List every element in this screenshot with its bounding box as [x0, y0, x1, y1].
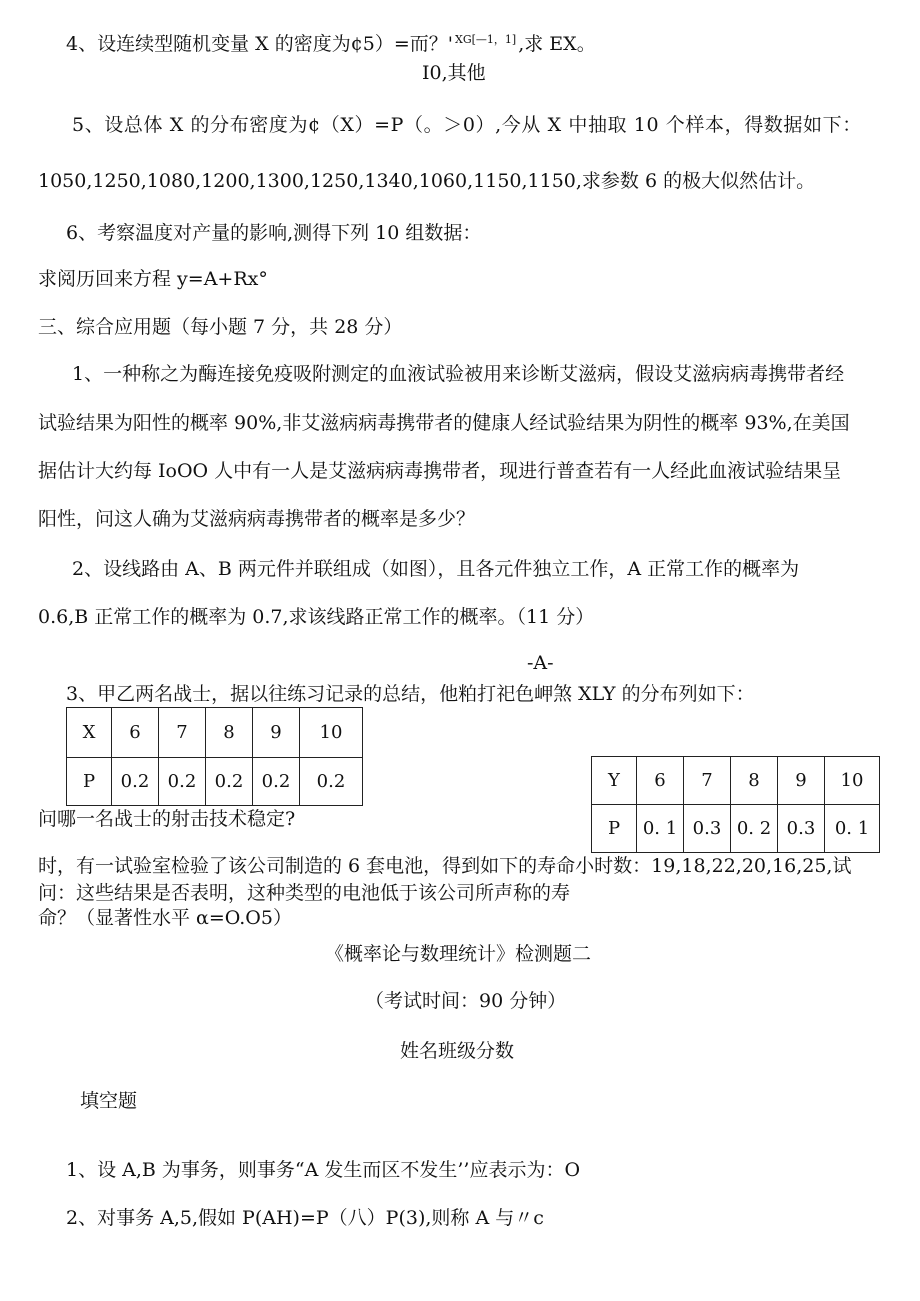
- q5-line1: 5、设总体 X 的分布密度为¢（X）=P（。＞0）,今从 X 中抽取 10 个样本，得数据如下：: [72, 114, 862, 136]
- fill-blank-heading: 填空题: [80, 1090, 138, 1112]
- exam2-info: 姓名班级分数: [400, 1040, 515, 1062]
- table-cell: 0. 1: [825, 805, 880, 853]
- q6-line1: 6、考察温度对产量的影响,测得下列 10 组数据：: [66, 222, 482, 244]
- exam2-time: （考试时间：90 分钟）: [365, 990, 567, 1012]
- table-cell: 9: [778, 757, 825, 805]
- p1-line1: 1、一种称之为酶连接免疫吸附测定的血液试验被用来诊断艾滋病，假设艾滋病病毒携带者经: [72, 363, 845, 385]
- table-y-prob-row: [592, 805, 880, 853]
- table-cell: P: [67, 758, 112, 806]
- p2-line2: 0.6,B 正常工作的概率为 0.7,求该线路正常工作的概率。（11 分）: [38, 606, 595, 628]
- q4-line1-prefix: 4、设连续型随机变量 X 的密度为¢5）=而？': [66, 33, 454, 55]
- p2-line1: 2、设线路由 A、B 两元件并联组成（如图），且各元件独立工作，A 正常工作的概率为: [72, 558, 800, 580]
- q6-line2: 求阅历回来方程 y=A+Rx°: [38, 268, 268, 290]
- table-cell: 0.2: [300, 758, 363, 806]
- p3-question: 问哪一名战士的射击技术稳定?: [38, 808, 296, 830]
- table-cell: 0.3: [778, 805, 825, 853]
- table-cell: 10: [825, 757, 880, 805]
- p1-line4: 阳性，问这人确为艾滋病病毒携带者的概率是多少？: [38, 508, 476, 530]
- table-cell: 0. 1: [637, 805, 684, 853]
- table-cell: Y: [592, 757, 637, 805]
- table-cell: 0. 2: [731, 805, 778, 853]
- battery-line1: 时，有一试验室检验了该公司制造的 6 套电池，得到如下的寿命小时数：19,18,22,20,16,25,试: [38, 855, 852, 877]
- table-cell: 10: [300, 708, 363, 758]
- table-cell: 6: [637, 757, 684, 805]
- battery-line2: 问：这些结果是否表明，这种类型的电池低于该公司所声称的寿: [38, 882, 571, 904]
- distribution-table-y: [591, 756, 880, 853]
- table-x-prob-row: [67, 758, 363, 806]
- p1-line2: 试验结果为阳性的概率 90%,非艾滋病病毒携带者的健康人经试验结果为阴性的概率 93%,在美国: [38, 412, 850, 434]
- table-cell: 0.2: [159, 758, 206, 806]
- table-cell: 7: [159, 708, 206, 758]
- table-cell: 0.2: [206, 758, 253, 806]
- q5-line2: 1050,1250,1080,1200,1300,1250,1340,1060,1150,1150,求参数 6 的极大似然估计。: [38, 170, 816, 192]
- table-cell: 6: [112, 708, 159, 758]
- p3-line1: 3、甲乙两名战士，据以往练习记录的总结，他粕打祀色岬煞 XLY 的分布列如下：: [66, 683, 755, 705]
- table-cell: 0.2: [253, 758, 300, 806]
- p1-line3: 据估计大约每 IoOO 人中有一人是艾滋病病毒携带者，现进行普查若有一人经此血液试验结果呈: [38, 460, 842, 482]
- q4-line1-suffix: ,求 EX。: [518, 33, 596, 55]
- circuit-figure-label: -A-: [527, 652, 554, 674]
- table-cell: 8: [206, 708, 253, 758]
- q4-line1-sup: XG[—1，1]: [455, 33, 517, 46]
- section3-heading: 三、综合应用题（每小题 7 分，共 28 分）: [38, 316, 403, 338]
- distribution-table-x: [66, 707, 363, 806]
- table-cell: 7: [684, 757, 731, 805]
- exam2-title: 《概率论与数理统计》检测题二: [325, 943, 592, 965]
- table-cell: 8: [731, 757, 778, 805]
- table-cell: P: [592, 805, 637, 853]
- battery-line3: 命？（显著性水平 α=O.O5）: [38, 907, 292, 929]
- fill-question-1: 1、设 A,B 为事务，则事务“A 发生而区不发生’’应表示为：O: [66, 1159, 581, 1181]
- q4-line2: I0,其他: [422, 62, 486, 84]
- table-x-head-row: [67, 708, 363, 758]
- table-cell: 9: [253, 708, 300, 758]
- table-cell: X: [67, 708, 112, 758]
- fill-question-2: 2、对事务 A,5,假如 P(AH)=P（八）P(3),则称 A 与〃c: [66, 1207, 544, 1229]
- q4-line1: [66, 33, 596, 56]
- table-cell: 0.3: [684, 805, 731, 853]
- table-y-head-row: [592, 757, 880, 805]
- table-cell: 0.2: [112, 758, 159, 806]
